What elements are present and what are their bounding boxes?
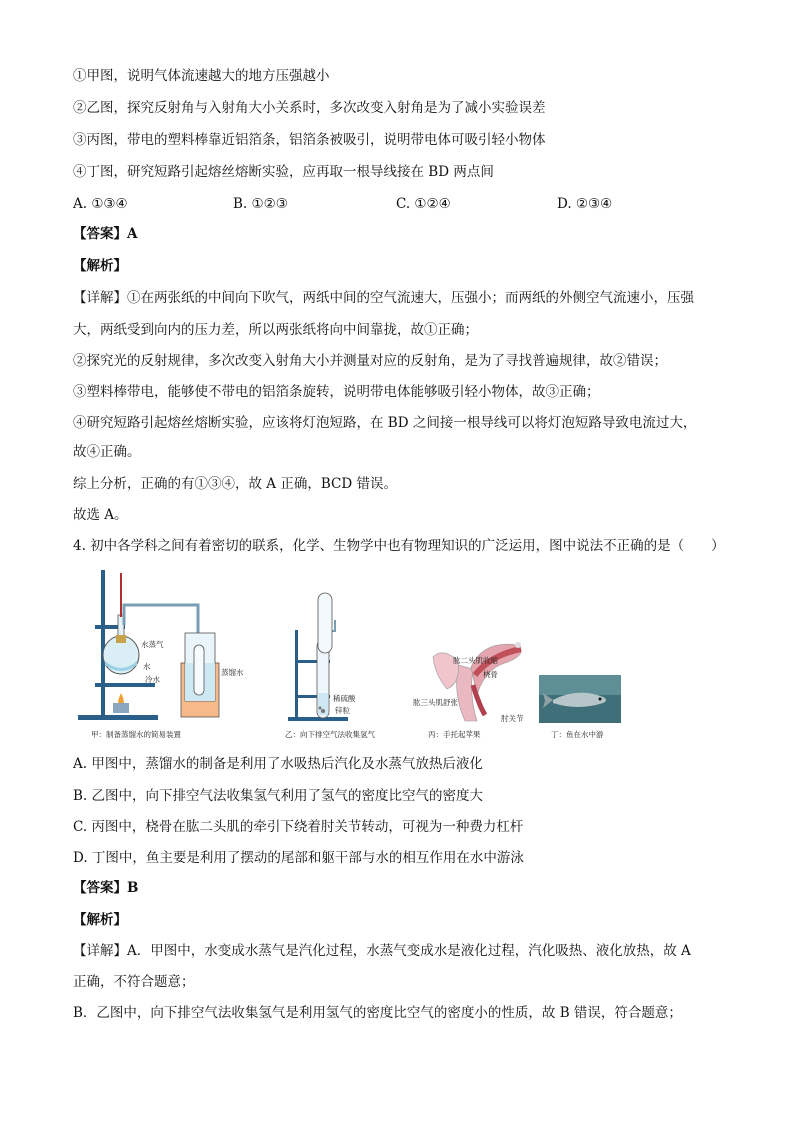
option-c: C. ①②④	[396, 196, 451, 212]
detail-line: 正确，不符合题意；	[73, 974, 195, 990]
detail-line: ④研究短路引起熔丝熔断实验，应该将灯泡短路，在 BD 之间接一根导线可以将灯泡短路导致电流过大，	[73, 415, 697, 431]
label-water: 水	[143, 662, 151, 671]
option-a: A. ①③④	[73, 196, 128, 212]
detail-line: 故④正确。	[73, 444, 141, 460]
detail-line: 故选 A。	[73, 507, 128, 523]
answer-label: 【答案】B	[73, 880, 139, 896]
apparatus-figure	[73, 565, 633, 745]
analysis-label: 【解析】	[73, 258, 127, 274]
q4-option-a: A. 甲图中，蒸馏水的制备是利用了水吸热后汽化及水蒸气放热后液化	[73, 756, 483, 772]
arm-diagram	[413, 642, 524, 739]
option-d: D. ②③④	[557, 196, 613, 212]
label-elbow: 肘关节	[501, 714, 524, 723]
label-dilute-acid: 稀硫酸	[333, 694, 356, 703]
statement-3: ③丙图，带电的塑料棒靠近铝箔条，铝箔条被吸引，说明带电体可吸引轻小物体	[73, 132, 546, 148]
label-zinc: 锌粒	[335, 706, 350, 715]
detail-line: 【详解】A．甲图中，水变成水蒸气是汽化过程，水蒸气变成水是液化过程，汽化吸热、液化放热，故 A	[73, 943, 691, 959]
detail-line: B．乙图中，向下排空气法收集氢气是利用氢气的密度比空气的密度小的性质，故 B 错误，符合题意；	[73, 1005, 682, 1021]
statement-4: ④丁图，研究短路引起熔丝熔断实验，应再取一根导线接在 BD 两点间	[73, 164, 494, 180]
fish-photo	[539, 675, 621, 739]
detail-line: 【详解】①在两张纸的中间向下吹气，两纸中间的空气流速大，压强小；而两纸的外侧空气流速小，压强	[73, 290, 694, 306]
label-distilled-water: 蒸馏水	[221, 668, 244, 677]
caption-ding: 丁：鱼在水中游	[551, 730, 604, 739]
caption-yi: 乙：向下排空气法收集氢气	[285, 730, 375, 739]
distillation-diagram	[78, 570, 244, 739]
option-b: B. ①②③	[233, 196, 288, 212]
detail-line: 大，两纸受到向内的压力差，所以两张纸将向中间靠拢，故①正确；	[73, 322, 478, 338]
statement-1: ①甲图，说明气体流速越大的地方压强越小	[73, 68, 330, 84]
label-biceps: 肱二头肌收缩	[453, 656, 498, 665]
answer-label: 【答案】A	[73, 226, 138, 242]
detail-line: ②探究光的反射规律，多次改变入射角大小并测量对应的反射角，是为了寻找普遍规律，故②错误；	[73, 353, 667, 369]
label-cold-water: 冷水	[145, 675, 160, 684]
label-radius: 桡骨	[483, 670, 498, 679]
q4-option-c: C. 丙图中，桡骨在肱二头肌的牵引下绕着肘关节转动，可视为一种费力杠杆	[73, 819, 524, 835]
detail-line: ③塑料棒带电，能够使不带电的铝箔条旋转，说明带电体能够吸引轻小物体，故③正确；	[73, 384, 600, 400]
detail-line: 综上分析，正确的有①③④，故 A 正确，BCD 错误。	[73, 476, 397, 492]
label-steam: 水蒸气	[141, 640, 164, 649]
q4-option-d: D. 丁图中，鱼主要是利用了摆动的尾部和躯干部与水的相互作用在水中游泳	[73, 850, 524, 866]
q4-option-b: B. 乙图中，向下排空气法收集氢气利用了氢气的密度比空气的密度大	[73, 788, 484, 804]
question-4: 4. 初中各学科之间有着密切的联系，化学、生物学中也有物理知识的广泛运用，图中说法不正确的是（ ）	[73, 538, 725, 554]
statement-2: ②乙图，探究反射角与入射角大小关系时，多次改变入射角是为了减小实验误差	[73, 100, 546, 116]
hydrogen-collection-diagram	[285, 593, 375, 739]
caption-jia: 甲：制备蒸馏水的简易装置	[91, 730, 181, 739]
analysis-label: 【解析】	[73, 912, 127, 928]
label-triceps: 肱三头肌舒张	[413, 698, 458, 707]
caption-bing: 丙：手托起苹果	[428, 730, 481, 739]
